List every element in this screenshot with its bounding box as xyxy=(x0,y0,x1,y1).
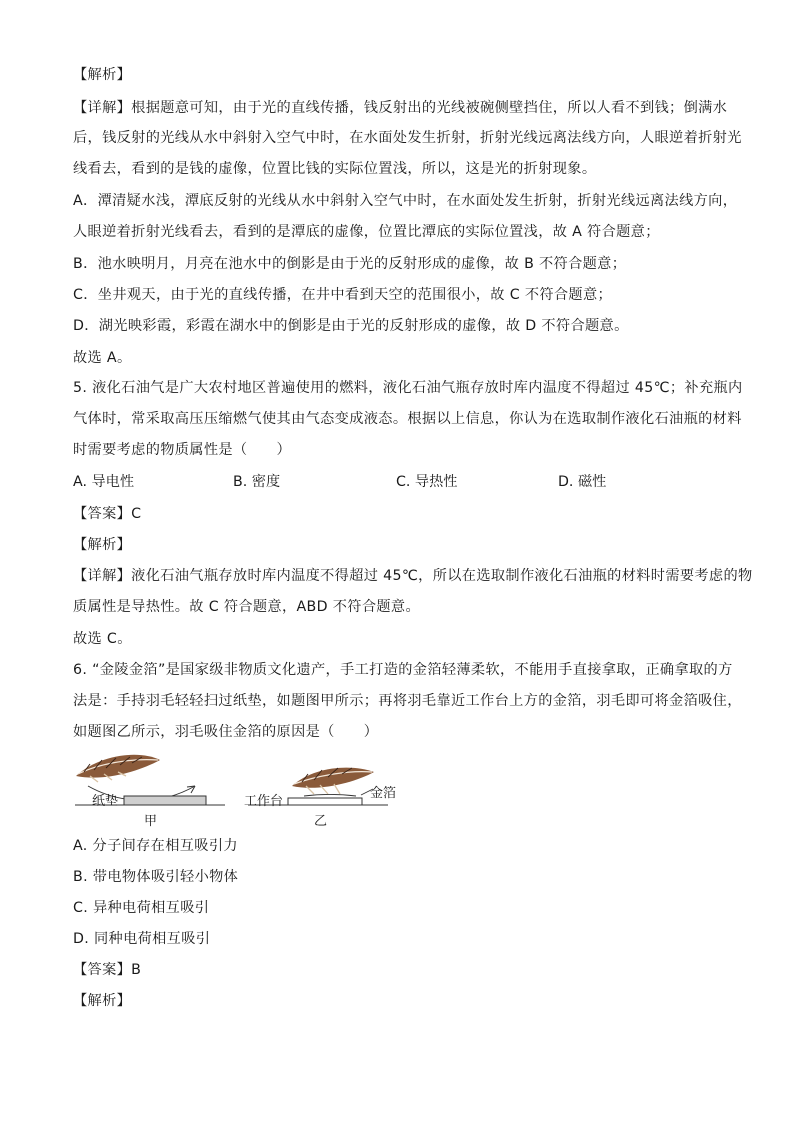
q5-answer: 【答案】C xyxy=(73,506,142,522)
figure-drawing xyxy=(70,752,410,832)
option-c-explanation: C．坐井观天，由于光的直线传播，在井中看到天空的范围很小，故 C 不符合题意； xyxy=(73,287,613,303)
q6-option-a: A. 分子间存在相互吸引力 xyxy=(73,838,238,854)
question-6-stem: 6. “金陵金箔”是国家级非物质文化遗产，手工打造的金箔轻薄柔软，不能用手直接拿取，正确拿取的方 xyxy=(73,662,733,678)
option-a-explanation: A．潭清疑水浅，潭底反射的光线从水中斜射入空气中时，在水面处发生折射，折射光线远离法线方向， xyxy=(73,193,738,209)
question-6-stem: 法是：手持羽毛轻轻扫过纸垫，如题图甲所示；再将羽毛靠近工作台上方的金箔，羽毛即可将金箔吸住， xyxy=(73,693,742,709)
question-5-stem: 5. 液化石油气是广大农村地区普遍使用的燃料，液化石油气瓶存放时库内温度不得超过 45℃；补充瓶内 xyxy=(73,380,743,396)
question-5-stem: 气体时，常采取高压压缩燃气使其由气态变成液态。根据以上信息，你认为在选取制作液化石油瓶的材料 xyxy=(73,411,742,427)
label-yi: 乙 xyxy=(314,814,328,829)
q6-option-d: D. 同种电荷相互吸引 xyxy=(73,931,211,947)
q5-analysis-heading: 【解析】 xyxy=(73,537,132,553)
work-table xyxy=(288,798,362,805)
q5-conclusion: 故选 C。 xyxy=(73,631,132,647)
q6-analysis-heading: 【解析】 xyxy=(73,993,132,1009)
conclusion: 故选 A。 xyxy=(73,350,132,366)
analysis-heading: 【解析】 xyxy=(73,67,132,83)
q5-detail-line: 质属性是导热性。故 C 符合题意，ABD 不符合题意。 xyxy=(73,599,421,615)
q5-option-a: A. 导电性 xyxy=(73,474,135,490)
option-b-explanation: B．池水映明月，月亮在池水中的倒影是由于光的反射形成的虚像，故 B 不符合题意； xyxy=(73,256,627,272)
feather-jia xyxy=(76,755,160,782)
label-gold-foil: 金箔 xyxy=(370,786,397,801)
label-jia: 甲 xyxy=(144,814,158,829)
detail-text-line: 【详解】根据题意可知，由于光的直线传播，钱反射出的光线被碗侧壁挡住，所以人看不到钱；倒满水 xyxy=(73,100,728,116)
label-paper-pad: 纸垫 xyxy=(92,794,119,809)
q6-option-b: B. 带电物体吸引轻小物体 xyxy=(73,869,239,885)
label-work-table: 工作台 xyxy=(244,794,284,809)
q6-answer: 【答案】B xyxy=(73,962,142,978)
detail-text-line: 线看去，看到的是钱的虚像，位置比钱的实际位置浅，所以，这是光的折射现象。 xyxy=(73,161,597,177)
option-a-explanation: 人眼逆着折射光线看去，看到的是潭底的虚像，位置比潭底的实际位置浅，故 A 符合题意； xyxy=(73,224,660,240)
feather-yi xyxy=(292,768,374,794)
paper-pad xyxy=(124,796,206,805)
q5-detail-line: 【详解】液化石油气瓶存放时库内温度不得超过 45℃，所以在选取制作液化石油瓶的材料时需要考虑的物 xyxy=(73,568,753,584)
q5-option-d: D. 磁性 xyxy=(558,474,607,490)
question-6-stem: 如题图乙所示，羽毛吸住金箔的原因是（ ） xyxy=(73,724,379,740)
option-d-explanation: D．湖光映彩霞，彩霞在湖水中的倒影是由于光的反射形成的虚像，故 D 不符合题意。 xyxy=(73,318,629,334)
question-5-stem: 时需要考虑的物质属性是（ ） xyxy=(73,442,292,458)
figure-feather-gold-foil xyxy=(70,752,410,832)
q5-option-b: B. 密度 xyxy=(233,474,281,490)
detail-text-line: 后，钱反射的光线从水中斜射入空气中时，在水面处发生折射，折射光线远离法线方向，人眼逆着折射光 xyxy=(73,130,742,146)
q6-option-c: C. 异种电荷相互吸引 xyxy=(73,900,210,916)
gold-foil xyxy=(304,795,356,797)
q5-option-c: C. 导热性 xyxy=(396,474,458,490)
